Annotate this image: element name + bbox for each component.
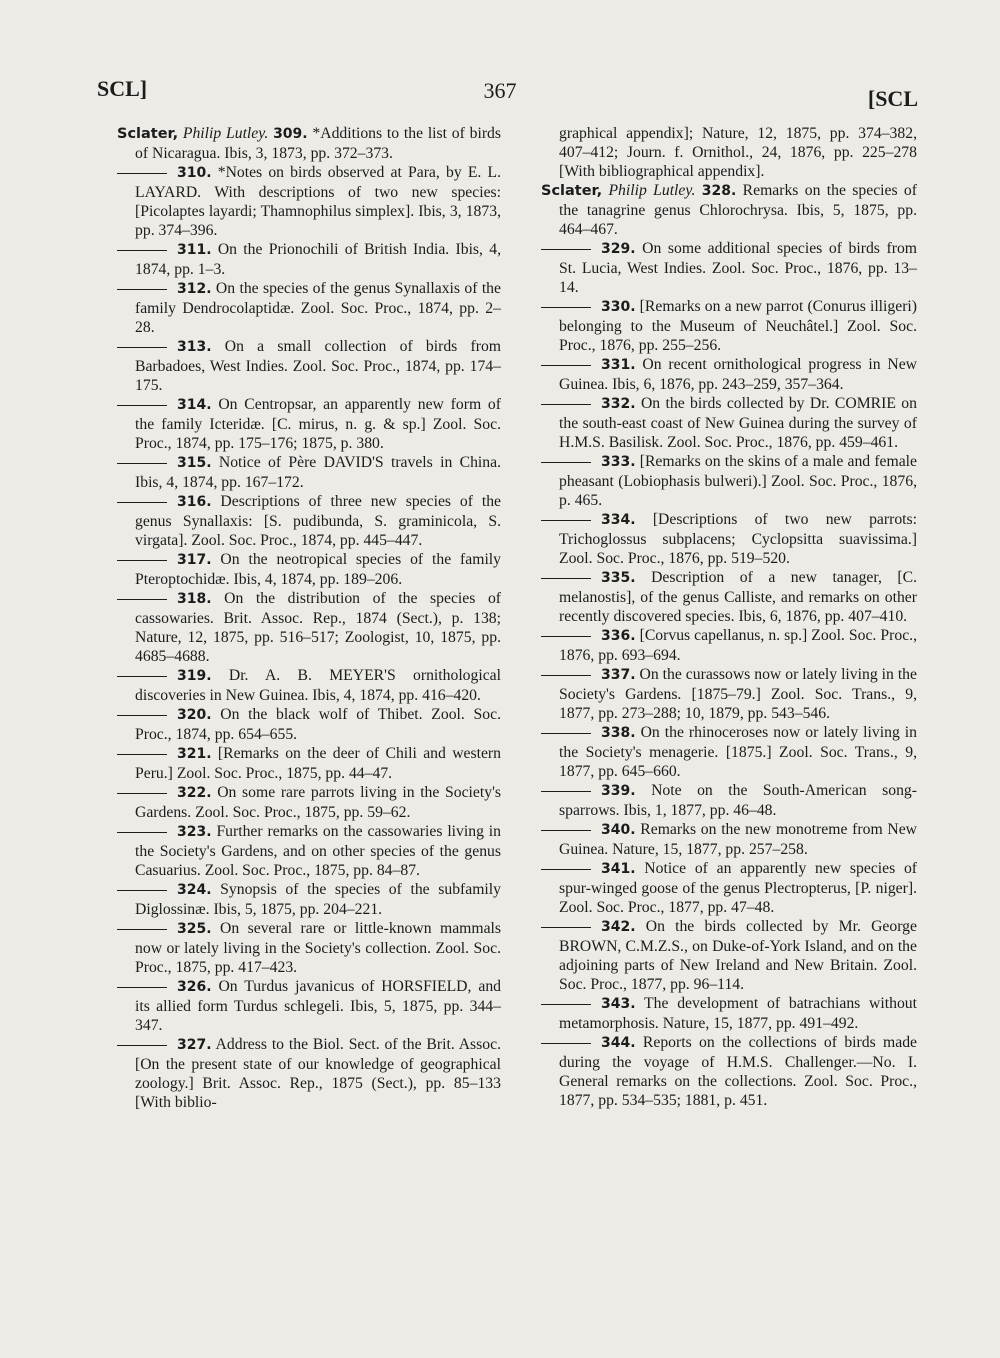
bibliography-entry: [541, 355, 917, 394]
bibliography-entry: [541, 781, 917, 820]
bibliography-entry: [541, 510, 917, 568]
entry-number: 329.: [601, 241, 636, 257]
author-name: Sclater,: [541, 183, 603, 199]
entry-text: On the species of the genus Synallaxis of the family Dendrocolaptidæ. Zool. Soc. Proc., 1874, pp. 2–28.: [135, 280, 501, 336]
bibliography-entry: [117, 337, 501, 395]
ditto-dash: [117, 463, 167, 464]
bibliography-entry: [541, 239, 917, 297]
entry-number: 339.: [601, 783, 636, 799]
bibliography-entry: [117, 124, 501, 163]
entry-text: Remarks on the new monotreme from New Guinea. Nature, 15, 1877, pp. 257–258.: [559, 821, 917, 858]
bibliography-entry: [541, 124, 917, 181]
entry-number: 322.: [177, 785, 212, 801]
ditto-dash: [541, 404, 591, 405]
bibliography-entry: [117, 744, 501, 783]
entry-text: *Notes on birds observed at Para, by E. L. LAYARD. With descriptions of two new species: [Picolaptes layardi; Thamnophilus simplex]. Ibis, 3, 1873, pp. 374–396.: [135, 164, 502, 239]
entry-text: Synopsis of the species of the subfamily Diglossinæ. Ibis, 5, 1875, pp. 204–221.: [135, 881, 501, 918]
entry-text: On the distribution of the species of cassowaries. Brit. Assoc. Rep., 1874 (Sect.), p. 138; Nature, 12, 1875, pp. 516–517; Zoologist, 10, 1875, pp. 4685–4688.: [135, 590, 502, 665]
ditto-dash: [541, 927, 591, 928]
entry-number: 342.: [601, 919, 636, 935]
bibliography-entry: [117, 880, 501, 919]
entry-text: On the birds collected by Mr. George BROWN, C.M.Z.S., on Duke-of-York Island, and on the adjoining parts of New Ireland and New Britain. Zool. Soc. Proc., 1877, pp. 96–114.: [559, 918, 917, 993]
right-column: [541, 124, 917, 1110]
bibliography-entry: [117, 705, 501, 744]
entry-text: On some rare parrots living in the Society's Gardens. Zool. Soc. Proc., 1875, pp. 59–62.: [135, 784, 502, 821]
entry-text: On recent ornithological progress in New Guinea. Ibis, 6, 1876, pp. 243–259, 357–364.: [559, 356, 918, 393]
entry-number: 332.: [601, 396, 636, 412]
entry-number: 317.: [177, 552, 212, 568]
entry-text: On some additional species of birds from St. Lucia, West Indies. Zool. Soc. Proc., 1876, pp. 13–14.: [559, 240, 918, 296]
bibliography-entry: [541, 723, 917, 781]
bibliography-entry: [117, 492, 501, 550]
entry-number: 312.: [177, 281, 212, 297]
entry-text: On the Prionochili of British India. Ibis, 4, 1874, pp. 1–3.: [135, 241, 501, 278]
bibliography-entry: [117, 1035, 501, 1112]
entry-number: 320.: [177, 707, 212, 723]
entry-text: Remarks on the species of the tanagrine genus Chlorochrysa. Ibis, 5, 1875, pp. 464–467.: [559, 182, 917, 238]
ditto-dash: [541, 869, 591, 870]
left-column: [117, 124, 501, 1112]
bibliography-entry: [117, 395, 501, 453]
bibliography-entry: [117, 783, 501, 822]
ditto-dash: [541, 249, 591, 250]
ditto-dash: [117, 676, 167, 677]
author-name: Sclater,: [117, 126, 179, 142]
entry-text: Further remarks on the cassowaries living in the Society's Gardens, and on other species of the genus Casuarius. Zool. Soc. Proc., 1875, pp. 84–87.: [135, 823, 502, 879]
bibliography-entry: [117, 240, 501, 279]
entry-text: On the birds collected by Dr. COMRIE on the south-east coast of New Guinea during the survey of H.M.S. Basilisk. Zool. Soc. Proc., 1876, pp. 459–461.: [559, 395, 917, 451]
entry-number: 337.: [601, 667, 636, 683]
entry-number: 310.: [177, 165, 212, 181]
entry-text: The development of batrachians without metamorphosis. Nature, 15, 1877, pp. 491–492.: [559, 995, 917, 1032]
entry-number: 338.: [601, 725, 636, 741]
entry-text: [Corvus capellanus, n. sp.] Zool. Soc. Proc., 1876, pp. 693–694.: [559, 627, 917, 664]
ditto-dash: [117, 832, 167, 833]
entry-text: On the curassows now or lately living in the Society's Gardens. [1875–79.] Zool. Soc. Trans., 9, 1877, pp. 273–288; 10, 1879, pp. 543–546.: [559, 666, 917, 722]
ditto-dash: [541, 1004, 591, 1005]
bibliography-entry: [541, 820, 917, 859]
ditto-dash: [541, 520, 591, 521]
ditto-dash: [541, 1043, 591, 1044]
ditto-dash: [117, 793, 167, 794]
ditto-dash: [117, 405, 167, 406]
entry-number: 327.: [177, 1037, 212, 1053]
entry-number: 318.: [177, 591, 212, 607]
ditto-dash: [117, 560, 167, 561]
author-forenames: Philip Lutley.: [608, 182, 696, 199]
entry-text: [Remarks on the deer of Chili and western Peru.] Zool. Soc. Proc., 1875, pp. 44–47.: [135, 745, 501, 782]
ditto-dash: [541, 578, 591, 579]
entry-number: 309.: [273, 126, 308, 142]
bibliography-entry: [117, 279, 501, 337]
bibliography-entry: [541, 994, 917, 1033]
ditto-dash: [117, 890, 167, 891]
ditto-dash: [117, 502, 167, 503]
bibliography-entry: [541, 917, 917, 994]
ditto-dash: [541, 636, 591, 637]
entry-number: 311.: [177, 242, 212, 258]
entry-text: On the rhinoceroses now or lately living in the Society's menagerie. [1875.] Zool. Soc. Trans., 9, 1877, pp. 645–660.: [559, 724, 918, 780]
bibliography-entry: [117, 977, 501, 1035]
ditto-dash: [117, 599, 167, 600]
entry-text: Dr. A. B. MEYER'S ornithological discoveries in New Guinea. Ibis, 4, 1874, pp. 416–420.: [135, 667, 502, 704]
ditto-dash: [117, 347, 167, 348]
bibliography-entry: [117, 550, 501, 589]
entry-text: Notice of an apparently new species of spur-winged goose of the genus Plectropterus, [P. niger]. Zool. Soc. Proc., 1877, pp. 47–48.: [559, 860, 918, 916]
ditto-dash: [541, 830, 591, 831]
entry-number: 330.: [601, 299, 636, 315]
entry-number: 341.: [601, 861, 636, 877]
entry-text: Note on the South-American song-sparrows. Ibis, 1, 1877, pp. 46–48.: [559, 782, 917, 819]
entry-text: Description of a new tanager, [C. melanostis], of the genus Calliste, and remarks on other recently discovered species. Ibis, 6, 1876, pp. 407–410.: [559, 569, 918, 625]
author-forenames: Philip Lutley.: [182, 125, 269, 142]
entry-text: On the neotropical species of the family Pteroptochidæ. Ibis, 4, 1874, pp. 189–206.: [135, 551, 502, 588]
entry-number: 331.: [601, 357, 636, 373]
entry-number: 333.: [601, 454, 636, 470]
entry-number: 326.: [177, 979, 212, 995]
ditto-dash: [117, 250, 167, 251]
bibliography-entry: [541, 452, 917, 510]
header-right-running-head: [SCL: [867, 86, 918, 111]
ditto-dash: [117, 929, 167, 930]
ditto-dash: [541, 675, 591, 676]
entry-text: [Descriptions of two new parrots: Trichoglossus subplacens; Cyclopsitta suavissima.] Zool. Soc. Proc., 1876, pp. 519–520.: [559, 511, 917, 567]
entry-number: 328.: [701, 183, 737, 199]
ditto-dash: [117, 715, 167, 716]
ditto-dash: [541, 462, 591, 463]
entry-number: 314.: [177, 397, 212, 413]
entry-number: 313.: [177, 339, 212, 355]
bibliography-entry: [541, 1033, 917, 1110]
entry-number: 319.: [177, 668, 212, 684]
bibliography-entry: [541, 297, 917, 355]
bibliography-entry: [541, 568, 917, 626]
header-left-running-head: SCL]: [97, 76, 148, 101]
entry-number: 316.: [177, 494, 212, 510]
entry-text: Reports on the collections of birds made during the voyage of H.M.S. Challenger.—No. I. General remarks on the collections. Zool. Soc. Proc., 1877, pp. 534–535; 1881, p. 451.: [559, 1034, 918, 1109]
ditto-dash: [117, 289, 167, 290]
entry-text: *Additions to the list of birds of Nicaragua. Ibis, 3, 1873, pp. 372–373.: [135, 125, 502, 162]
page-number: 367: [483, 78, 517, 103]
bibliography-entry: [117, 822, 501, 880]
ditto-dash: [541, 365, 591, 366]
bibliography-entry: [541, 626, 917, 665]
ditto-dash: [117, 987, 167, 988]
bibliography-entry: [117, 666, 501, 705]
entry-text: On a small collection of birds from Barbadoes, West Indies. Zool. Soc. Proc., 1874, pp. 174–175.: [135, 338, 501, 394]
bibliography-entry: [541, 665, 917, 723]
entry-number: 334.: [601, 512, 636, 528]
entry-text: Notice of Père DAVID'S travels in China. Ibis, 4, 1874, pp. 167–172.: [135, 454, 502, 491]
entry-number: 315.: [177, 455, 212, 471]
entry-text: On several rare or little-known mammals now or lately living in the Society's collection. Zool. Soc. Proc., 1875, pp. 417–423.: [135, 920, 502, 976]
entry-number: 340.: [601, 822, 636, 838]
bibliography-entry: [117, 919, 501, 977]
ditto-dash: [541, 791, 591, 792]
bibliography-entry: [117, 163, 501, 240]
ditto-dash: [541, 733, 591, 734]
bibliography-entry: [541, 181, 917, 239]
entry-number: 336.: [601, 628, 636, 644]
entry-number: 335.: [601, 570, 636, 586]
bibliography-entry: [541, 859, 917, 917]
bibliography-entry: [117, 453, 501, 492]
entry-number: 325.: [177, 921, 212, 937]
entry-text: graphical appendix]; Nature, 12, 1875, pp. 374–382, 407–412; Journ. f. Ornithol., 24, 1876, pp. 225–278 [With bibliographical appendix].: [559, 125, 917, 180]
entry-text: [Remarks on a new parrot (Conurus illigeri) belonging to the Museum of Neuchâtel.] Zool. Soc. Proc., 1876, pp. 255–256.: [559, 298, 918, 354]
entry-text: On Centropsar, an apparently new form of the family Icteridæ. [C. mirus, n. g. & sp.] Zool. Soc. Proc., 1874, pp. 175–176; 1875, p. 380.: [135, 396, 501, 452]
entry-number: 324.: [177, 882, 212, 898]
entry-text: On Turdus javanicus of HORSFIELD, and its allied form Turdus schlegeli. Ibis, 5, 1875, pp. 344–347.: [135, 978, 502, 1034]
ditto-dash: [541, 307, 591, 308]
entry-text: [Remarks on the skins of a male and female pheasant (Lobiophasis bulweri).] Zool. Soc. Proc., 1876, p. 465.: [559, 453, 917, 509]
entry-number: 323.: [177, 824, 212, 840]
entry-number: 343.: [601, 996, 636, 1012]
entry-number: 344.: [601, 1035, 636, 1051]
entry-text: On the black wolf of Thibet. Zool. Soc. Proc., 1874, pp. 654–655.: [135, 706, 501, 743]
bibliography-entry: [541, 394, 917, 452]
ditto-dash: [117, 173, 167, 174]
ditto-dash: [117, 1045, 167, 1046]
entry-number: 321.: [177, 746, 212, 762]
entry-text: Descriptions of three new species of the genus Synallaxis: [S. pudibunda, S. graminicola, S. virgata]. Zool. Soc. Proc., 1874, pp. 445–447.: [135, 493, 502, 549]
bibliography-entry: [117, 589, 501, 666]
ditto-dash: [117, 754, 167, 755]
entry-text: Address to the Biol. Sect. of the Brit. Assoc. [On the present state of our knowledge of geographical zoology.] Brit. Assoc. Rep., 1875 (Sect.), pp. 85–133 [With biblio-: [135, 1036, 501, 1111]
